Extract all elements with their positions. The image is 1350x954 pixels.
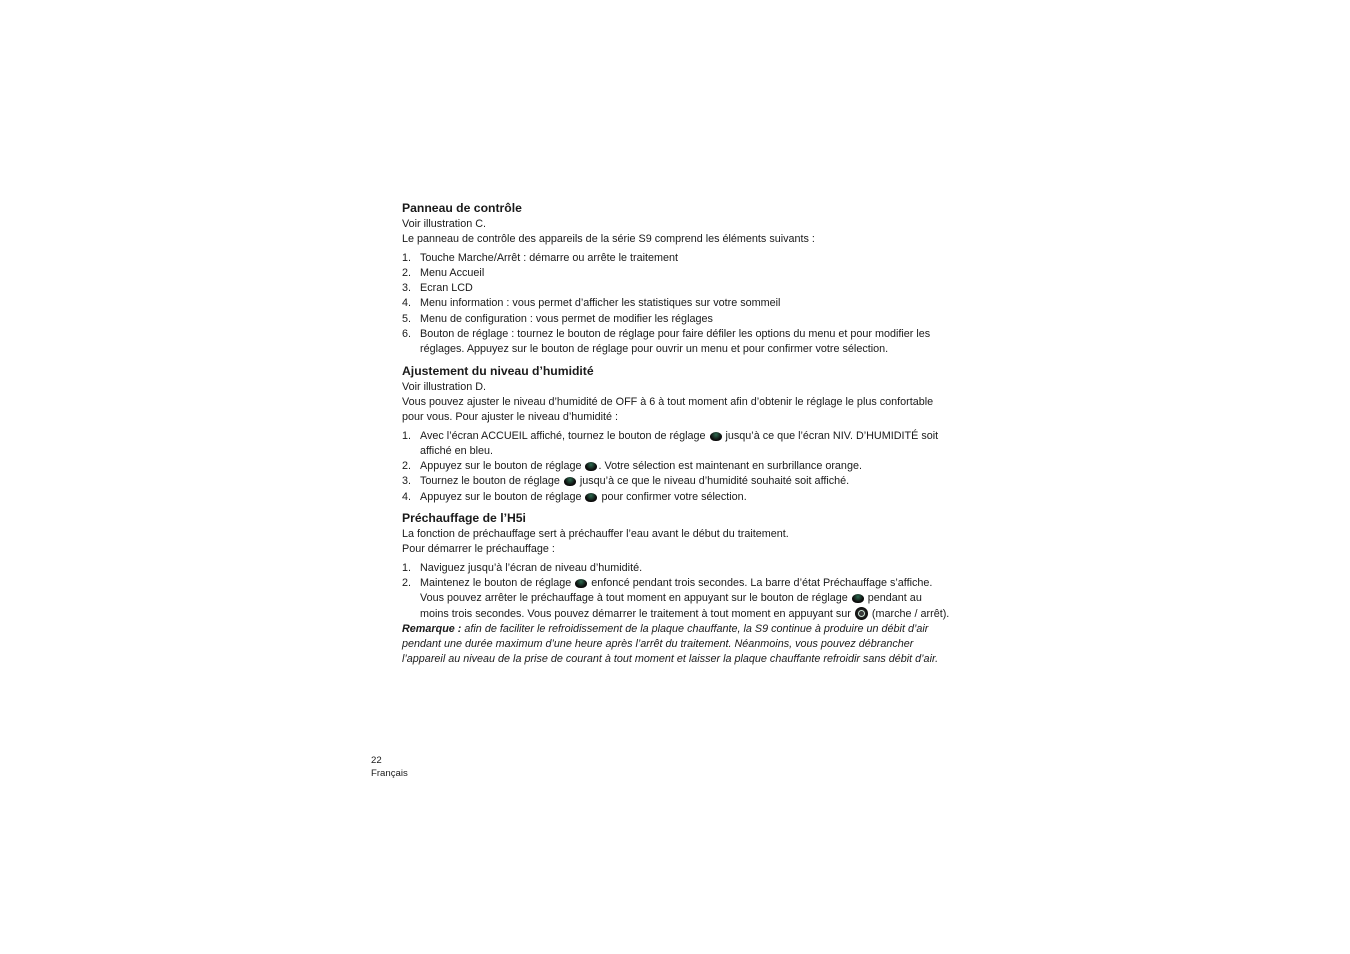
section-title: Panneau de contrôle: [402, 201, 522, 215]
item-text-before: Appuyez sur le bouton de réglage: [420, 460, 582, 473]
list-item: [402, 296, 950, 311]
intro-text: Pour démarrer le préchauffage :: [402, 543, 555, 556]
list-item: [402, 429, 950, 460]
item-text-before: Avec l’écran ACCUEIL affiché, tournez le bouton de réglage: [420, 429, 706, 442]
item-number: 1.: [402, 561, 412, 574]
intro-text: La fonction de préchauffage sert à préchauffer l’eau avant le début du traitement.: [402, 528, 789, 541]
page-footer: [371, 755, 408, 780]
item-number: 2.: [402, 460, 412, 473]
item-text: Bouton de réglage : tournez le bouton de réglage pour faire défiler les options du menu et pour modifier les réglages. Appuyez sur le bouton de réglage pour ouvrir un menu et pour confirmer votre sélection.: [420, 328, 931, 356]
item-number: 6.: [402, 328, 412, 341]
item-text-part4: (marche / arrêt).: [871, 607, 950, 620]
page-number: 22: [371, 755, 382, 766]
note-label: Remarque :: [402, 622, 462, 635]
list-item: [402, 281, 950, 296]
item-text: Menu Accueil: [420, 266, 485, 279]
item-text: Menu de configuration : vous permet de modifier les réglages: [420, 312, 713, 325]
dial-knob-icon: [710, 432, 722, 441]
item-text: Menu information : vous permet d’afficher les statistiques sur votre sommeil: [420, 297, 781, 310]
item-number: 2.: [402, 266, 412, 279]
list-item: [402, 490, 950, 505]
item-text-after: . Votre sélection est maintenant en surbrillance orange.: [598, 460, 862, 473]
item-text-after: pour confirmer votre sélection.: [601, 490, 747, 503]
item-number: 1.: [402, 429, 412, 442]
item-text: Ecran LCD: [420, 282, 473, 295]
item-text-after: jusqu’à ce que le niveau d’humidité souhaité soit affiché.: [579, 475, 850, 488]
see-illustration: Voir illustration C.: [402, 218, 487, 230]
item-number: 1.: [402, 251, 412, 264]
item-text-part3: pendant au moins trois secondes. Vous pouvez démarrer le traitement à tout moment en appuyant sur: [420, 592, 922, 620]
section-preheat: [402, 509, 950, 668]
item-number: 3.: [402, 475, 412, 488]
dial-knob-icon: [575, 579, 587, 588]
list-item: [402, 576, 950, 622]
list-item: [402, 561, 950, 576]
note: [402, 622, 950, 668]
item-number: 5.: [402, 312, 412, 325]
intro-text: Vous pouvez ajuster le niveau d’humidité de OFF à 6 à tout moment afin d’obtenir le réglage le plus confortable pour vous. Pour ajuster le niveau d’humidité :: [402, 395, 934, 424]
dial-knob-icon: [585, 462, 597, 471]
item-text: Touche Marche/Arrêt : démarre ou arrête le traitement: [420, 251, 679, 264]
note-text: afin de faciliter le refroidissement de la plaque chauffante, la S9 continue à produire un débit d’air pendant une durée maximum d’une heure après l’arrêt du traitement. Néanmoins, vous pouvez débrancher l’appareil au niveau de la prise de courant à tout moment et laisser la plaque chauffante refroidir sans débit d’air.: [402, 622, 939, 666]
item-number: 4.: [402, 490, 412, 503]
control-list: [402, 251, 950, 358]
item-number: 2.: [402, 576, 412, 589]
power-button-icon: [855, 607, 868, 620]
item-text-part1: Maintenez le bouton de réglage: [420, 576, 572, 589]
item-number: 4.: [402, 297, 412, 310]
item-text-part2: enfoncé pendant trois secondes. La barre d’état Préchauffage s’affiche. Vous pouvez arrêter le préchauffage à tout moment en appuyant sur le bouton de réglage: [420, 576, 933, 605]
item-number: 3.: [402, 282, 412, 295]
list-item: [402, 459, 950, 474]
item-text-before: Appuyez sur le bouton de réglage: [420, 490, 582, 503]
item-text: Naviguez jusqu’à l’écran de niveau d’humidité.: [420, 561, 643, 574]
dial-knob-icon: [564, 477, 576, 486]
dial-knob-icon: [852, 594, 864, 603]
preheat-steps: [402, 561, 950, 622]
list-item: [402, 312, 950, 327]
section-humidity: [402, 362, 950, 505]
section-control-panel: [402, 199, 950, 358]
intro-text: Le panneau de contrôle des appareils de la série S9 comprend les éléments suivants :: [402, 233, 815, 246]
section-title: Ajustement du niveau d’humidité: [402, 363, 594, 378]
page-content: [402, 199, 950, 672]
humidity-steps: [402, 429, 950, 505]
list-item: [402, 327, 950, 358]
footer-language: Français: [371, 767, 408, 779]
section-title: Préchauffage de l’H5i: [402, 511, 526, 526]
see-illustration: Voir illustration D.: [402, 380, 487, 393]
item-text-before: Tournez le bouton de réglage: [420, 475, 560, 488]
list-item: [402, 266, 950, 281]
list-item: [402, 251, 950, 266]
item-text-after: jusqu’à ce que l’écran NIV. D’HUMIDITÉ soit affiché en bleu.: [420, 429, 939, 457]
list-item: [402, 474, 950, 489]
dial-knob-icon: [585, 493, 597, 502]
